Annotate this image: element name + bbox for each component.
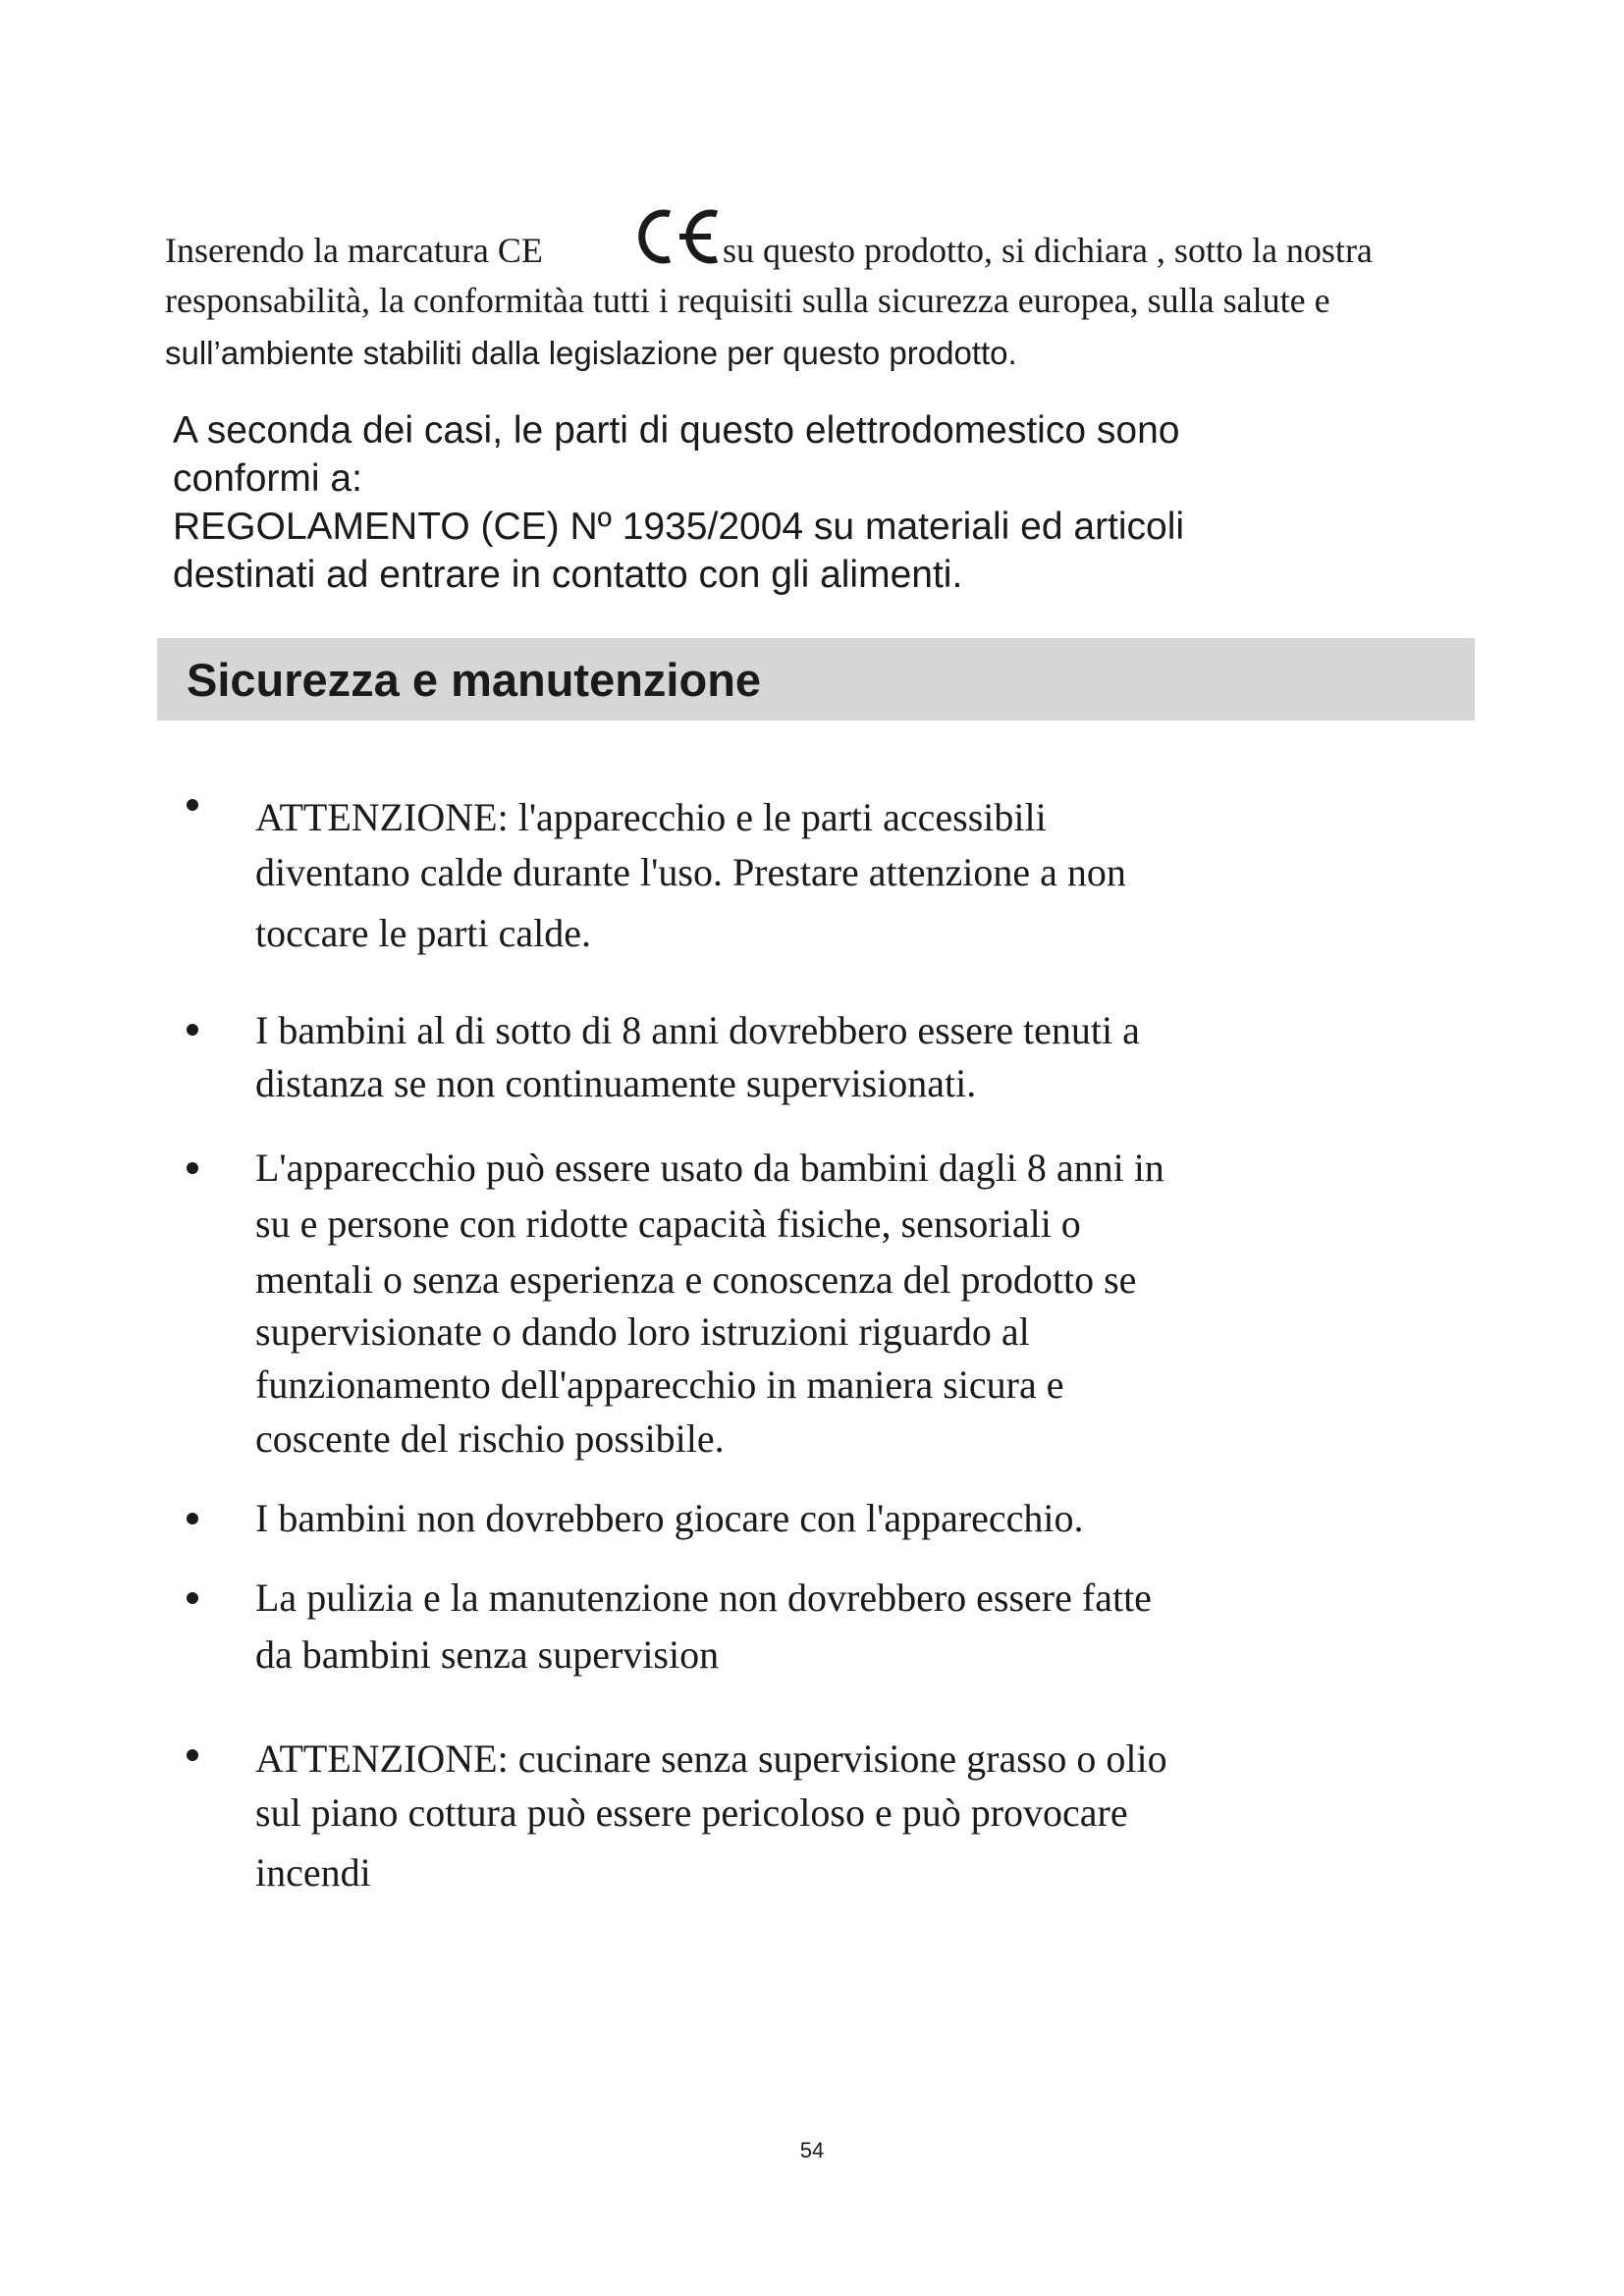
regulation-line-2: conformi a: — [173, 457, 362, 500]
bullet-icon — [187, 1513, 198, 1524]
ce-declaration-lead: Inserendo la marcatura CE — [165, 231, 543, 270]
list-item-line: distanza se non continuamente supervisionati. — [255, 1061, 977, 1105]
list-item-line: ATTENZIONE: l'apparecchio e le parti accessibili — [255, 795, 1047, 839]
list-item-line: coscente del rischio possibile. — [255, 1416, 725, 1461]
list-item-line: I bambini non dovrebbero giocare con l'apparecchio. — [255, 1496, 1084, 1540]
bullet-icon — [187, 1024, 198, 1036]
list-item-text — [255, 1734, 1365, 1904]
bullet-icon — [187, 1162, 198, 1174]
ce-declaration-tail: su questo prodotto, si dichiara , sotto la nostra — [723, 231, 1373, 270]
list-item-line: funzionamento dell'apparecchio in maniera sicura e — [255, 1362, 1064, 1407]
list-item-line: su e persone con ridotte capacità fisiche, sensoriali o — [255, 1201, 1081, 1246]
section-heading-bar — [157, 638, 1475, 721]
list-item-text — [255, 793, 1365, 964]
list-item-line: incendi — [255, 1850, 371, 1895]
list-item-line: toccare le parti calde. — [255, 911, 591, 955]
regulation-line-4: destinati ad entrare in contatto con gli alimenti. — [173, 554, 963, 596]
list-item-line: diventano calde durante l'uso. Prestare attenzione a non — [255, 850, 1126, 894]
ce-mark-icon — [628, 202, 727, 271]
bullet-icon — [187, 1749, 198, 1761]
list-item-text — [255, 1143, 1365, 1467]
regulation-block — [173, 406, 1371, 599]
list-item-line: da bambini senza supervision — [255, 1632, 720, 1677]
section-title: Sicurezza e manutenzione — [187, 654, 762, 706]
list-item-line: La pulizia e la manutenzione non dovrebbero essere fatte — [255, 1575, 1152, 1620]
list-item-text — [255, 1573, 1365, 1686]
ce-declaration-line-2: responsabilità, la conformitàa tutti i requisiti sulla sicurezza europea, sulla salute e — [165, 281, 1330, 320]
regulation-line-1: A seconda dei casi, le parti di questo elettrodomestico sono — [173, 409, 1180, 452]
bullet-icon — [187, 1592, 198, 1604]
ce-declaration-line-3: sull’ambiente stabiliti dalla legislazione per questo prodotto. — [165, 335, 1017, 371]
list-item-text — [255, 1005, 1365, 1111]
bullet-icon — [187, 799, 198, 811]
list-item-line: supervisionate o dando loro istruzioni riguardo al — [255, 1309, 1030, 1354]
regulation-line-3: REGOLAMENTO (CE) Nº 1935/2004 su materiali ed articoli — [173, 506, 1185, 548]
page-number: 54 — [799, 2138, 825, 2163]
list-item-line: L'apparecchio può essere usato da bambini dagli 8 anni in — [255, 1146, 1164, 1190]
list-item-line: mentali o senza esperienza e conoscenza del prodotto se — [255, 1257, 1137, 1302]
list-item-line: ATTENZIONE: cucinare senza supervisione grasso o olio — [255, 1736, 1167, 1781]
list-item-line: I bambini al di sotto di 8 anni dovrebbero essere tenuti a — [255, 1008, 1140, 1052]
list-item-line: sul piano cottura può essere pericoloso e può provocare — [255, 1790, 1128, 1835]
list-item-text — [255, 1493, 1365, 1544]
